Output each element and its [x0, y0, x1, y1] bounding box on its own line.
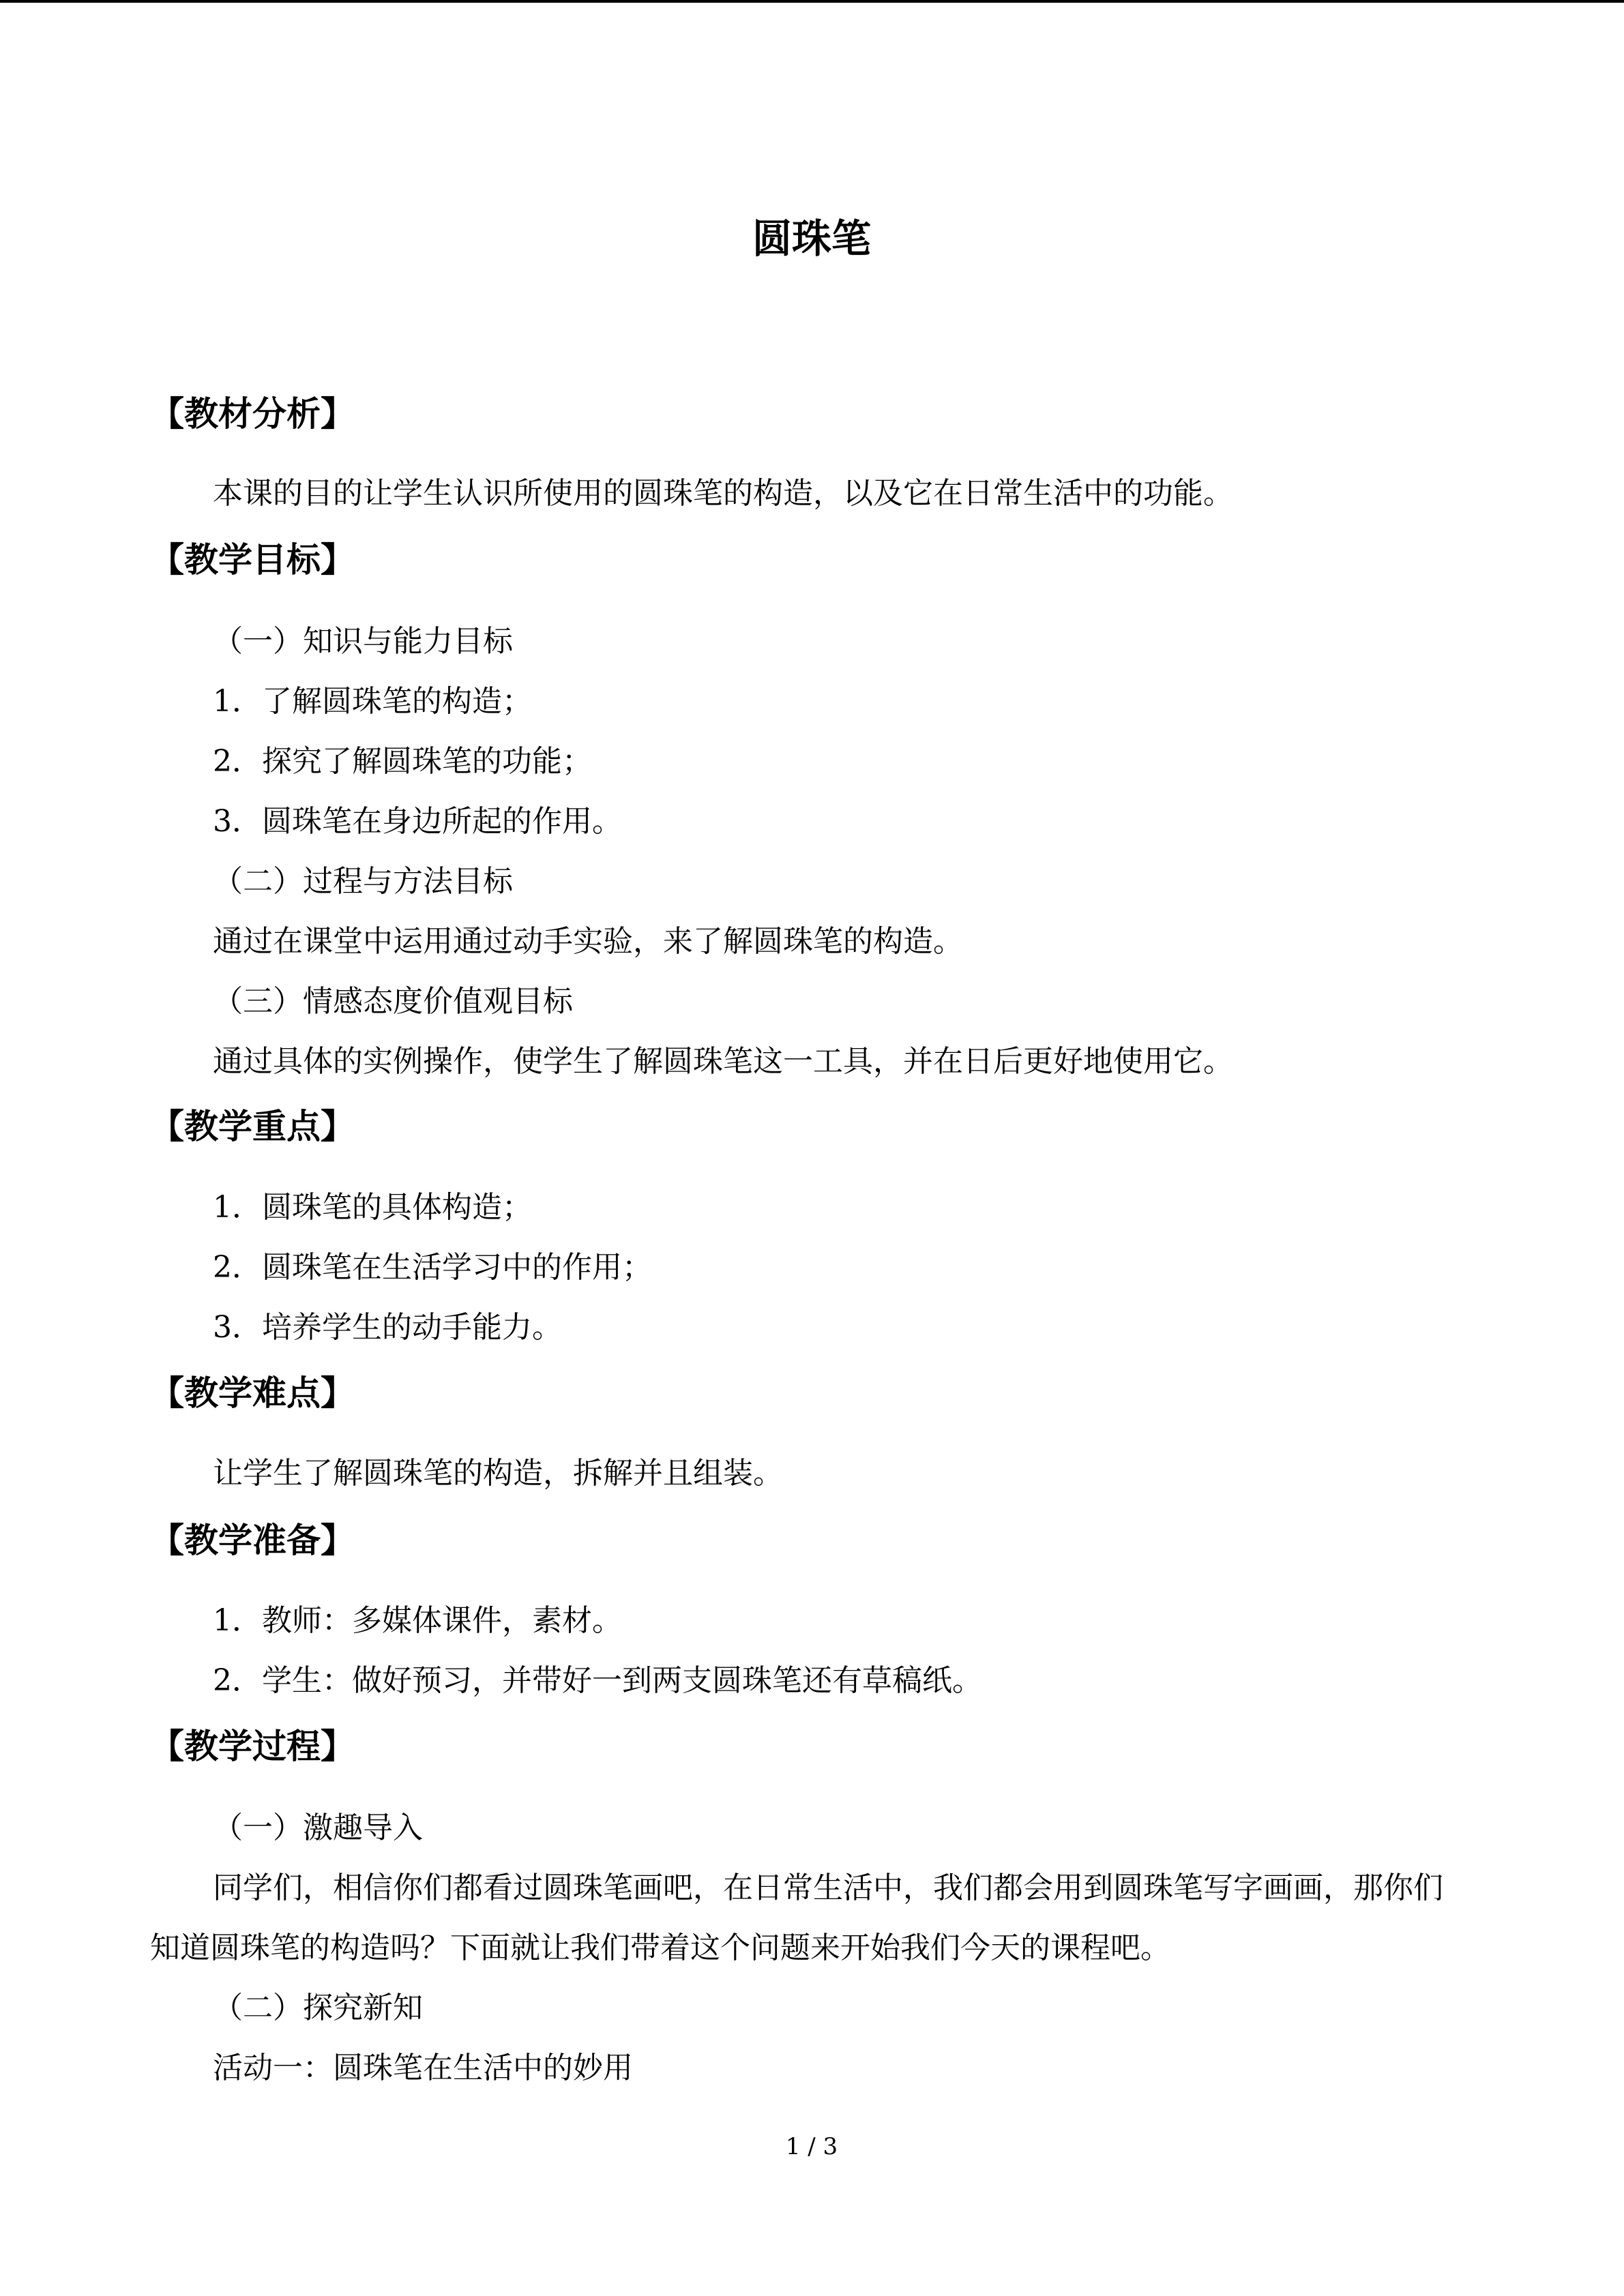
paragraph: 通过在课堂中运用通过动手实验，来了解圆珠笔的构造。: [213, 924, 963, 959]
list-item: 3．圆珠笔在身边所起的作用。: [213, 804, 622, 839]
document-page: [150, 0, 1473, 2296]
list-item: 1．圆珠笔的具体构造；: [213, 1190, 532, 1225]
subheading: （三）情感态度价值观目标: [213, 984, 573, 1019]
subheading: （二）探究新知: [213, 1991, 423, 2025]
subheading: （二）过程与方法目标: [213, 864, 513, 899]
list-item: 3．培养学生的动手能力。: [213, 1310, 562, 1345]
section-heading-teaching-objectives: 【教学目标】: [150, 540, 355, 580]
paragraph: 通过具体的实例操作，使学生了解圆珠笔这一工具，并在日后更好地使用它。: [213, 1044, 1233, 1079]
list-item: 2．圆珠笔在生活学习中的作用；: [213, 1250, 652, 1285]
list-item: 1．了解圆珠笔的构造；: [213, 684, 532, 719]
section-heading-teaching-key-points: 【教学重点】: [150, 1107, 355, 1146]
subheading: （一）激趣导入: [213, 1810, 423, 1845]
section-heading-teaching-process: 【教学过程】: [150, 1727, 355, 1766]
paragraph: 同学们，相信你们都看过圆珠笔画吧，在日常生活中，我们都会用到圆珠笔写字画画，那你们知道圆珠笔的构造吗？下面就让我们带着这个问题来开始我们今天的课程吧。: [150, 1870, 1443, 1965]
paragraph: 活动一：圆珠笔在生活中的妙用: [213, 2051, 633, 2085]
list-item: 2．学生：做好预习，并带好一到两支圆珠笔还有草稿纸。: [213, 1663, 982, 1698]
section-heading-teaching-preparation: 【教学准备】: [150, 1521, 355, 1560]
section-heading-textbook-analysis: 【教材分析】: [150, 394, 355, 434]
subheading: （一）知识与能力目标: [213, 624, 513, 659]
paragraph: 本课的目的让学生认识所使用的圆珠笔的构造，以及它在日常生活中的功能。: [213, 476, 1233, 511]
document-title: 圆珠笔: [752, 215, 871, 262]
section-heading-teaching-difficulties: 【教学难点】: [150, 1373, 355, 1413]
paragraph: 让学生了解圆珠笔的构造，拆解并且组装。: [213, 1456, 783, 1491]
list-item: 2．探究了解圆珠笔的功能；: [213, 744, 592, 779]
list-item: 1．教师：多媒体课件，素材。: [213, 1603, 622, 1638]
page-number: 1 / 3: [785, 2133, 838, 2160]
